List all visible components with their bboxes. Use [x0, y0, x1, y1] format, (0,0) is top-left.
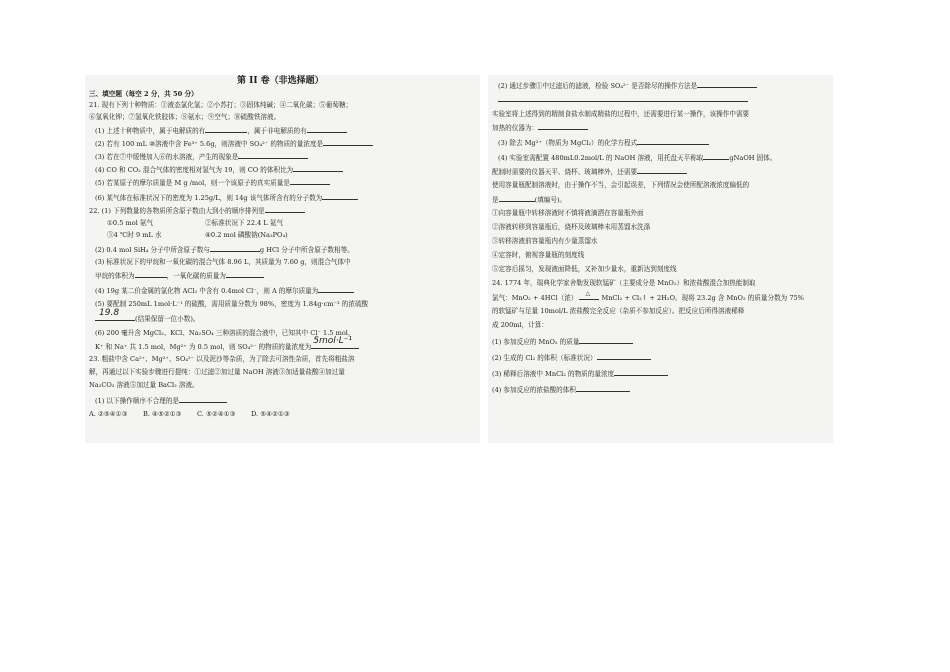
q24-equation: 氯气：MnO₂ + 4HCl（浓） △ MnCl₂ + Cl₂↑ + 2H₂O。现将 23.2g 含 MnO₂ 的质量分数为 75%: [492, 290, 805, 302]
q22-option-4: ④0.2 mol 磷酸钠(Na₃PO₄): [205, 231, 288, 239]
q22-6: (6) 200 毫升含 MgCl₂、KCl、Na₂SO₄ 三种溶质的混合液中，已知其中 Cl⁻ 1.5 mol，: [95, 329, 355, 337]
q23-2-extra: 实验室将上述得到的精制食盐水制成精盐的过程中，还需要进行某一操作，该操作中需要: [492, 110, 750, 118]
q23-2: (2) 通过步骤①中过滤后的滤液，检验 SO₄²⁻ 是否除尽的操作方法是: [498, 81, 757, 90]
q21-stem-cont: ⑥氢氧化钾；⑦氢氧化铁胶体；⑧氨水；⑨空气；⑩硫酸铁溶液。: [89, 113, 281, 121]
q22-3-cont: 甲烷的体积为 ，一氧化碳的质量为: [95, 271, 264, 280]
q22-5-cont: 19.8 (结果保留一位小数)。: [95, 314, 200, 323]
q23-4-cont: 配制时需要的仪器天平、烧杯、玻璃棒外，还需要: [492, 167, 687, 176]
error-option-3: ③转移溶液前容量瓶内有少量蒸馏水: [492, 237, 598, 245]
q23-3: (3) 除去 Mg²⁺（物质为 MgCl₂）的化学方程式: [498, 138, 709, 147]
q23-2-blank: [498, 95, 748, 104]
q21-1: (1) 上述十种物质中，属于电解质的有 ，属于非电解质的有: [95, 126, 347, 135]
q22-6-cont: K⁺ 和 Na⁺ 共 1.5 mol，Mg²⁺ 为 0.5 mol，则 SO₄²⁻ 的物质的量浓度为 5mol·L⁻¹: [95, 342, 359, 351]
q23-option-c: C. ⑤②④①③: [197, 410, 236, 418]
q23-stem-cont: 解，再通过以下实验步骤进行提纯：①过滤②加过量 NaOH 溶液③加适量盐酸④加过量: [89, 368, 345, 376]
error-option-4: ④定容时，俯视容量瓶的刻度线: [492, 251, 585, 259]
q23-2-extra-cont: 加热的仪器为：: [492, 123, 588, 132]
right-exam-page: [488, 75, 833, 443]
q23-option-a: A. ②⑤④①③: [89, 410, 128, 418]
q21-4: (4) CO 和 CO₂ 混合气体的密度相对氢气为 19，则 CO 的体积比为: [95, 165, 343, 174]
page-title: 第 II 卷（非选择题）: [237, 76, 324, 86]
q22-option-1: ①0.5 mol 氨气: [107, 219, 154, 227]
q24-stem-end: 成 200ml，计算：: [492, 321, 549, 329]
q22-3: (3) 标准状况下的甲烷和一氧化碳的混合气体 8.96 L，其质量为 7.60 g，则混合气体中: [95, 258, 351, 266]
heat-arrow-icon: △: [579, 293, 599, 300]
q22-option-3: ③4 ℃时 9 mL 水: [107, 231, 162, 239]
q21-stem: 21. 现有下列十种物质：①液态氯化氢；②小苏打；③固体纯碱；④二氧化碳；⑤葡萄糖；: [89, 101, 353, 109]
q23-4: (4) 实验室需配置 480mL0.2mol/L 的 NaOH 溶液，用托盘天平称取 gNaOH 固体。: [498, 154, 777, 162]
q22-1: 22. (1) 下列数量的各物质所含原子数由大到小的顺序排列是: [89, 206, 305, 215]
q23-1: (1) 以下操作顺序不合理的是: [95, 396, 227, 405]
q23-4-error-cont: 是 (填编号)。: [492, 196, 567, 204]
q24-2: (2) 生成的 Cl₂ 的体积（标准状况）: [492, 353, 651, 362]
q23-4-error: 使用容量瓶配制溶液时，由于操作不当，会引起误差，下列情况会使所配溶液浓度偏低的: [492, 181, 750, 189]
error-option-2: ②溶液转移到容量瓶后，烧杯及玻璃棒未用蒸馏水洗涤: [492, 223, 651, 231]
q24-stem: 24. 1774 年，瑞典化学家舍勒发现软锰矿（主要成分是 MnO₂）和浓盐酸混合加热能制取: [492, 279, 756, 287]
q22-2: (2) 0.4 mol SiH₄ 分子中所含原子数与 g HCl 分子中所含原子数相等。: [95, 246, 354, 254]
q23-stem: 23. 粗盐中含 Ca²⁺、Mg²⁺、SO₄²⁻ 以及泥沙等杂质，为了除去可溶性杂质，首先将粗盐溶: [89, 355, 355, 363]
q24-4: (4) 参加反应的浓盐酸的体积: [492, 385, 630, 394]
handwritten-answer-2: 5mol·L⁻¹: [313, 336, 353, 346]
error-option-1: ①向容量瓶中转移溶液时不慎将液滴洒在容量瓶外面: [492, 209, 644, 217]
q24-3: (3) 稀释后溶液中 MnCl₂ 的物质的量浓度: [492, 369, 668, 378]
q22-5: (5) 要配制 250mL 1mol·L⁻¹ 的硫酸，需用质量分数为 98%，密度为 1.84g·cm⁻³ 的浓硫酸: [95, 300, 369, 308]
q21-3: (3) 若在⑦中缓慢加入⑥的水溶液，产生的现象是: [95, 152, 308, 161]
q22-4: (4) 19g 某二价金属的氯化物 ACl₂ 中含有 0.4mol Cl⁻，则 A 的摩尔质量为: [95, 286, 354, 295]
q23-option-d: D. ⑤④②①③: [251, 410, 290, 418]
section-heading: 三、填空题（每空 2 分，共 50 分）: [89, 90, 198, 98]
handwritten-answer-1: 19.8: [99, 308, 120, 318]
q23-stem-end: Na₂CO₃ 溶液⑤加过量 BaCl₂ 溶液。: [89, 381, 199, 389]
q23-option-b: B. ④⑤②①③: [143, 410, 182, 418]
left-exam-page: [85, 75, 480, 443]
q24-stem-cont: 的软锰矿与足量 10mol/L 浓盐酸完全反应（杂质不参加反应）。把反应后所得溶液稀释: [492, 307, 745, 315]
q22-option-2: ②标准状况下 22.4 L 氦气: [205, 219, 284, 227]
error-option-5: ⑤定容后摇匀，发现液面降低，又补加少量水，重新达到刻度线: [492, 265, 677, 273]
q24-1: (1) 参加反应的 MnO₂ 的质量: [492, 337, 633, 346]
q21-5: (5) 若某原子的摩尔质量是 M g /mol，则一个该原子的真实质量是: [95, 178, 330, 187]
q21-6: (6) 某气体在标准状况下的密度为 1.25g/L，则 14g 该气体所含有的分子数为: [95, 193, 358, 202]
q21-2: (2) 若有 100 mL ⑩溶液中含 Fe³⁺ 5.6g，则溶液中 SO₄²⁻ 的物质的量浓度是: [95, 139, 373, 148]
